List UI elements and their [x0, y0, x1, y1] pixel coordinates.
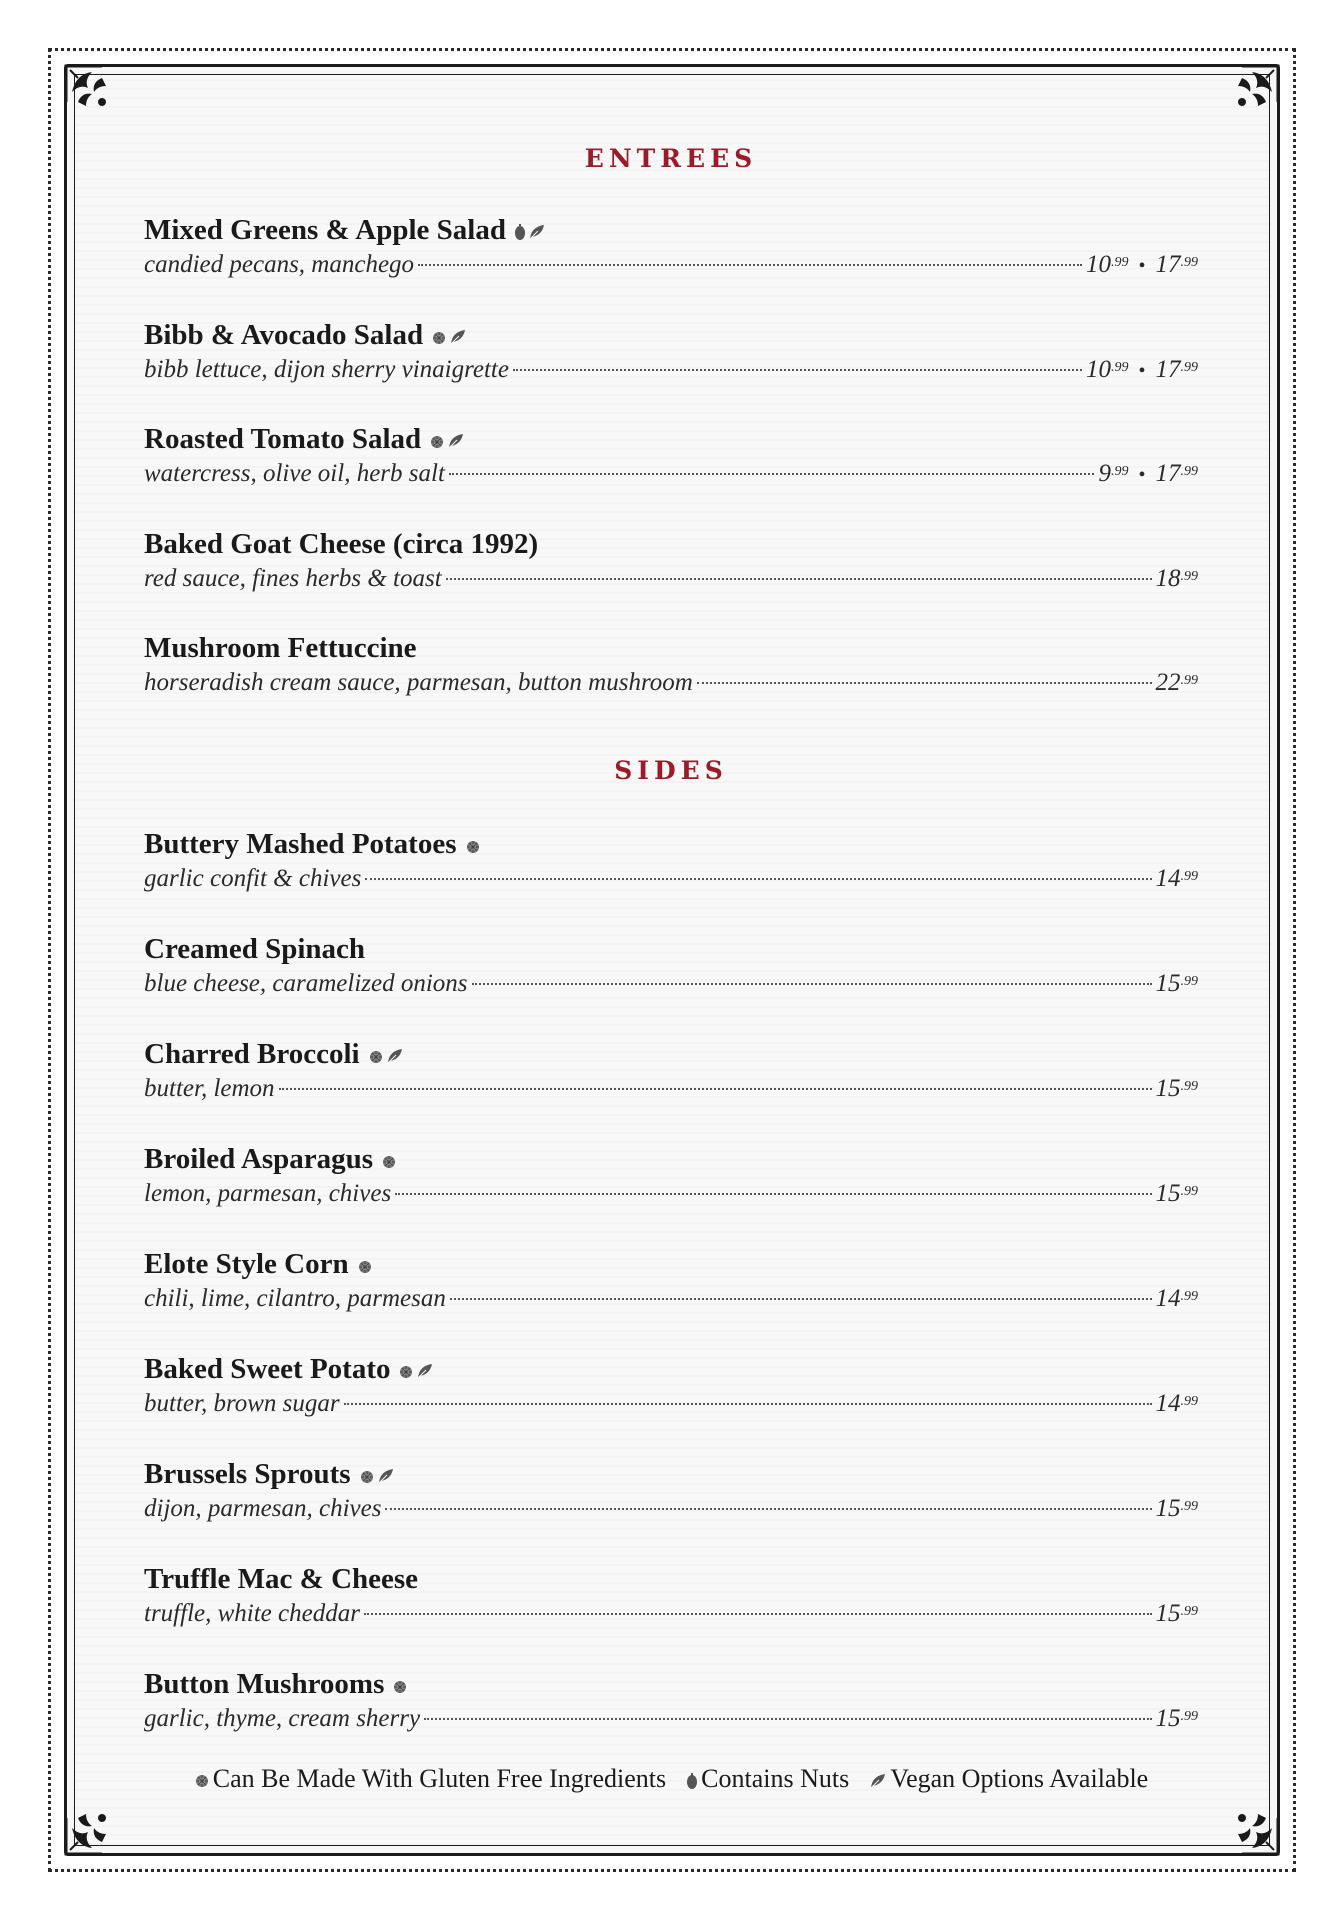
legend-entry [686, 1764, 849, 1794]
corner-ornament-icon [62, 62, 142, 142]
dot-leader [344, 1403, 1152, 1405]
item-name: Mushroom Fettuccine [144, 632, 417, 664]
dot-leader [449, 473, 1095, 475]
menu-item [144, 212, 1198, 282]
price-cents: .99 [1110, 255, 1129, 270]
dietary-tags [379, 1141, 397, 1179]
item-price [1156, 562, 1199, 596]
item-description: chili, lime, cilantro, parmesan [144, 1285, 446, 1312]
item-name-row [144, 630, 1198, 666]
item-price [1156, 1072, 1199, 1106]
corner-ornament-icon [62, 1778, 142, 1858]
item-description: truffle, white cheddar [144, 1600, 360, 1627]
item-description-row [144, 562, 1198, 596]
price-separator: • [1138, 255, 1146, 277]
price-cents: .99 [1180, 1604, 1198, 1619]
dot-leader [385, 1508, 1151, 1510]
gluten-free-icon [398, 1364, 414, 1380]
dot-leader [364, 1613, 1152, 1615]
price-dollars: 15 [1155, 1180, 1181, 1207]
leaf-icon [869, 1764, 890, 1793]
item-name: Mixed Greens & Apple Salad [144, 214, 506, 246]
item-description-row [144, 1072, 1198, 1106]
price-dollars: 15 [1155, 1075, 1181, 1102]
price-cents: .99 [1180, 569, 1198, 584]
menu-item [144, 630, 1198, 700]
item-description-row [144, 248, 1198, 282]
item-name-row [144, 826, 1198, 862]
item-name: Buttery Mashed Potatoes [144, 828, 457, 860]
leaf-icon [386, 1038, 404, 1074]
item-name: Roasted Tomato Salad [144, 423, 422, 455]
item-name-row [144, 317, 1198, 353]
item-description: blue cheese, caramelized onions [144, 970, 468, 997]
item-name-row [144, 1666, 1198, 1702]
leaf-icon [386, 1047, 404, 1065]
dot-leader [472, 983, 1152, 985]
item-name-row [144, 1351, 1198, 1387]
price-dollars: 10 [1085, 251, 1111, 278]
item-description-row [144, 967, 1198, 1001]
item-name: Charred Broccoli [144, 1038, 360, 1070]
item-price [1156, 862, 1199, 896]
dot-leader [418, 264, 1082, 266]
menu-item [144, 421, 1198, 491]
item-name: Broiled Asparagus [144, 1143, 374, 1175]
price-dollars: 17 [1155, 356, 1181, 383]
item-description: lemon, parmesan, chives [144, 1180, 392, 1207]
item-price [1086, 353, 1198, 388]
item-price [1156, 1282, 1199, 1316]
price-cents: .99 [1110, 360, 1129, 375]
dietary-tags [390, 1666, 408, 1704]
dot-leader [697, 682, 1152, 684]
price-dollars: 17 [1155, 251, 1181, 278]
price-cents: .99 [1180, 1394, 1198, 1409]
gluten-free-icon [357, 1259, 373, 1275]
item-name-row [144, 1246, 1198, 1282]
item-price [1156, 1492, 1199, 1526]
menu-item [144, 1351, 1198, 1421]
legend-entry [194, 1764, 666, 1794]
item-description: red sauce, fines herbs & toast [144, 565, 442, 592]
item-name: Brussels Sprouts [144, 1458, 351, 1490]
dot-leader [450, 1298, 1152, 1300]
item-description: butter, brown sugar [144, 1390, 340, 1417]
price-dollars: 15 [1155, 1600, 1181, 1627]
price-cents: .99 [1180, 1709, 1198, 1724]
item-name-row [144, 526, 1198, 562]
item-description-row [144, 1387, 1198, 1421]
item-price [1156, 1177, 1199, 1211]
price-dollars: 15 [1155, 970, 1181, 997]
item-description-row [144, 457, 1198, 491]
item-description: garlic confit & chives [144, 865, 362, 892]
item-description-row [144, 1492, 1198, 1526]
item-price [1156, 1597, 1199, 1631]
price-dollars: 9 [1098, 460, 1111, 487]
price-separator: • [1138, 464, 1146, 486]
item-description-row [144, 353, 1198, 387]
price-dollars: 14 [1155, 1390, 1181, 1417]
gluten-free-icon [392, 1679, 408, 1695]
legend-entry [869, 1764, 1148, 1794]
price-cents: .99 [1180, 1079, 1198, 1094]
menu-item [144, 317, 1198, 387]
legend-text: Contains Nuts [701, 1764, 850, 1793]
leaf-icon [449, 319, 467, 355]
item-description: watercress, olive oil, herb salt [144, 460, 445, 487]
price-cents: .99 [1180, 360, 1198, 375]
dot-leader [395, 1193, 1151, 1195]
leaf-icon [447, 423, 465, 459]
menu-item [144, 1561, 1198, 1631]
gluten-free-icon [429, 423, 445, 459]
item-description: dijon, parmesan, chives [144, 1495, 382, 1522]
item-name-row [144, 212, 1198, 248]
menu-item [144, 931, 1198, 1001]
gluten-free-icon [357, 1248, 373, 1284]
menu-item [144, 1666, 1198, 1736]
dot-leader [279, 1088, 1152, 1090]
item-description-row [144, 1702, 1198, 1736]
item-description: bibb lettuce, dijon sherry vinaigrette [144, 356, 509, 383]
leaf-icon [528, 223, 546, 241]
item-description: horseradish cream sauce, parmesan, button mushroom [144, 669, 693, 696]
price-dollars: 17 [1155, 460, 1181, 487]
leaf-icon [377, 1467, 395, 1485]
item-name: Elote Style Corn [144, 1248, 349, 1280]
dietary-tags [463, 826, 481, 864]
price-dollars: 14 [1155, 865, 1181, 892]
gluten-free-icon [392, 1668, 408, 1704]
legend [144, 1764, 1198, 1794]
item-name: Button Mushrooms [144, 1668, 385, 1700]
price-cents: .99 [1180, 255, 1198, 270]
corner-ornament-icon [1202, 1778, 1282, 1858]
gluten-free-icon [194, 1764, 213, 1793]
section-title: sides [614, 746, 728, 788]
gluten-free-icon [465, 828, 481, 864]
menu-item [144, 826, 1198, 896]
gluten-free-icon [381, 1143, 397, 1179]
price-dollars: 18 [1155, 565, 1181, 592]
legend-text: Can Be Made With Gluten Free Ingredients [212, 1764, 667, 1793]
leaf-icon [416, 1353, 434, 1389]
item-price [1156, 666, 1199, 700]
price-dollars: 10 [1085, 356, 1111, 383]
price-dollars: 22 [1155, 669, 1181, 696]
item-price [1156, 967, 1199, 1001]
menu-item [144, 1246, 1198, 1316]
menu-item [144, 1036, 1198, 1106]
dot-leader [365, 878, 1151, 880]
dot-leader [513, 369, 1082, 371]
item-description-row [144, 1282, 1198, 1316]
item-description: butter, lemon [144, 1075, 275, 1102]
nut-icon [514, 214, 526, 250]
item-name-row [144, 1141, 1198, 1177]
price-dollars: 15 [1155, 1495, 1181, 1522]
price-cents: .99 [1180, 1184, 1198, 1199]
nut-icon [514, 223, 526, 241]
dietary-tags [429, 317, 467, 355]
leaf-icon [449, 328, 467, 346]
leaf-icon [447, 432, 465, 450]
price-cents: .99 [1180, 974, 1198, 989]
price-cents: .99 [1180, 464, 1198, 479]
menu-item [144, 526, 1198, 596]
gluten-free-icon [194, 1773, 210, 1789]
item-description-row [144, 1177, 1198, 1211]
leaf-icon [528, 214, 546, 250]
item-price [1086, 248, 1198, 283]
gluten-free-icon [429, 434, 445, 450]
legend-text: Vegan Options Available [890, 1764, 1149, 1793]
leaf-icon [416, 1362, 434, 1380]
menu-item [144, 1456, 1198, 1526]
gluten-free-icon [381, 1154, 397, 1170]
item-name-row [144, 421, 1198, 457]
dietary-tags [357, 1456, 395, 1494]
item-price [1098, 457, 1198, 492]
dietary-tags [396, 1351, 434, 1389]
gluten-free-icon [368, 1049, 384, 1065]
item-name-row [144, 931, 1198, 967]
price-cents: .99 [1180, 869, 1198, 884]
dietary-tags [512, 212, 546, 250]
dietary-tags [427, 421, 465, 459]
item-description-row [144, 862, 1198, 896]
dietary-tags [366, 1036, 404, 1074]
item-name: Baked Goat Cheese (circa 1992) [144, 528, 539, 560]
gluten-free-icon [431, 319, 447, 355]
item-price [1156, 1387, 1199, 1421]
nut-icon [686, 1772, 698, 1790]
nut-icon [686, 1764, 701, 1793]
item-price [1156, 1702, 1199, 1736]
gluten-free-icon [359, 1469, 375, 1485]
gluten-free-icon [465, 839, 481, 855]
gluten-free-icon [359, 1458, 375, 1494]
item-name: Creamed Spinach [144, 933, 366, 965]
dietary-tags [355, 1246, 373, 1284]
dot-leader [446, 578, 1152, 580]
item-name-row [144, 1456, 1198, 1492]
price-cents: .99 [1180, 673, 1198, 688]
price-dollars: 14 [1155, 1285, 1181, 1312]
item-name: Bibb & Avocado Salad [144, 319, 424, 351]
item-description-row [144, 666, 1198, 700]
item-name: Truffle Mac & Cheese [144, 1563, 419, 1595]
gluten-free-icon [431, 330, 447, 346]
price-cents: .99 [1180, 1499, 1198, 1514]
price-cents: .99 [1110, 464, 1129, 479]
item-name-row [144, 1036, 1198, 1072]
item-name-row [144, 1561, 1198, 1597]
gluten-free-icon [398, 1353, 414, 1389]
price-dollars: 15 [1155, 1705, 1181, 1732]
leaf-icon [869, 1772, 887, 1790]
corner-ornament-icon [1202, 62, 1282, 142]
item-description: candied pecans, manchego [144, 251, 415, 278]
item-description: garlic, thyme, cream sherry [144, 1705, 421, 1732]
section-title: entrees [584, 134, 758, 176]
gluten-free-icon [368, 1038, 384, 1074]
price-cents: .99 [1180, 1289, 1198, 1304]
menu-item [144, 1141, 1198, 1211]
price-separator: • [1138, 360, 1146, 382]
leaf-icon [377, 1458, 395, 1494]
item-name: Baked Sweet Potato [144, 1353, 391, 1385]
item-description-row [144, 1597, 1198, 1631]
dot-leader [424, 1718, 1151, 1720]
